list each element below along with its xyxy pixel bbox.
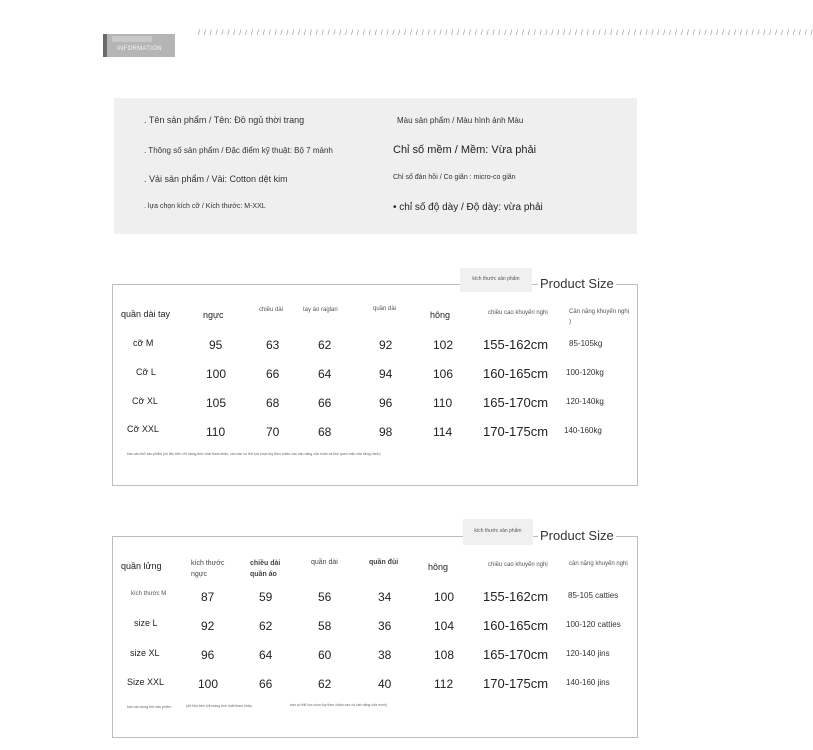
t1-row4-pants: 98 bbox=[379, 425, 393, 439]
t1-row1-hip: 102 bbox=[433, 338, 454, 352]
t2-row4-chest: 100 bbox=[198, 677, 219, 691]
t2-row3-height: 165-170cm bbox=[483, 647, 549, 662]
t2-row1-pants: 56 bbox=[318, 590, 332, 604]
t2-row1-shorts: 34 bbox=[378, 590, 392, 604]
t1-row4-size: Cỡ XXL bbox=[127, 424, 159, 434]
t1-row3-sleeve: 66 bbox=[318, 396, 332, 410]
t2-row4-length: 66 bbox=[259, 677, 273, 691]
t1-header-hip: hông bbox=[430, 310, 451, 320]
info-header-label: INFORMATION bbox=[117, 46, 162, 52]
t1-row3-pants: 96 bbox=[379, 396, 393, 410]
t2-row2-pants: 58 bbox=[318, 619, 332, 633]
t1-row2-sleeve: 64 bbox=[318, 367, 332, 381]
t2-header-chest: kích thước ngực bbox=[191, 560, 225, 578]
t1-row1-weight: 85-105kg bbox=[569, 339, 603, 348]
info-thickness: • chỉ số độ dày / Độ dày: vừa phải bbox=[393, 202, 543, 213]
t2-header-style: quần lửng bbox=[121, 561, 162, 571]
t1-row1-pants: 92 bbox=[379, 338, 393, 352]
t2-row2-chest: 92 bbox=[201, 619, 215, 633]
t2-row2-length: 62 bbox=[259, 619, 273, 633]
t1-row3-hip: 110 bbox=[433, 396, 453, 410]
table2-tag: kích thước sản phẩm bbox=[463, 519, 533, 545]
info-product-name: . Tên sản phẩm / Tên: Đồ ngủ thời trang bbox=[144, 115, 305, 125]
t1-row2-chest: 100 bbox=[206, 367, 227, 381]
t2-row3-size: size XL bbox=[130, 648, 160, 658]
t1-row4-chest: 110 bbox=[206, 425, 226, 439]
t1-row4-length: 70 bbox=[266, 425, 280, 439]
t1-row3-weight: 120-140kg bbox=[566, 397, 604, 406]
t1-row2-size: Cỡ L bbox=[136, 367, 156, 377]
t2-row4-weight: 140-160 jins bbox=[566, 678, 610, 687]
header-dashed-rule: / / / / / / / / / / / / / / / / / / / / / / / / / / / / / / / / / / / / / / / / / / / / / / / / / / / / / / / / / / / / / / / / / / / / / / / / / / / / / / / / / / / / / / / / / / / / / / / / / / / / / / / / / bbox=[198, 30, 813, 37]
t1-row3-size: Cỡ XL bbox=[132, 396, 158, 406]
t1-header-style: quần dài tay bbox=[121, 309, 171, 319]
t2-row3-shorts: 38 bbox=[378, 648, 392, 662]
t2-row3-chest: 96 bbox=[201, 648, 215, 662]
t2-header-pants: quần dài bbox=[311, 559, 338, 566]
t2-row2-weight: 100-120 catties bbox=[566, 620, 621, 629]
t2-row3-pants: 60 bbox=[318, 648, 332, 662]
t2-footnote-a: báo cáo dùng thử sản phẩm bbox=[127, 705, 171, 709]
t2-row1-height: 155-162cm bbox=[483, 589, 549, 604]
t2-header-shorts: quần đùi bbox=[369, 559, 399, 566]
info-header-title-blur bbox=[112, 36, 152, 42]
t1-row4-hip: 114 bbox=[433, 425, 453, 439]
t2-header-length: chiều dài quần áo bbox=[250, 560, 281, 578]
t1-row4-sleeve: 68 bbox=[318, 425, 332, 439]
t1-row2-pants: 94 bbox=[379, 367, 393, 381]
t2-header-weight: cân nặng khuyến nghị bbox=[569, 561, 628, 567]
t2-row1-weight: 85-105 catties bbox=[568, 591, 619, 600]
t1-row3-height: 165-170cm bbox=[483, 395, 549, 410]
t1-row4-weight: 140-160kg bbox=[564, 426, 602, 435]
t2-header-hip: hông bbox=[428, 562, 449, 572]
t1-row1-size: cỡ M bbox=[133, 338, 154, 348]
t2-row4-pants: 62 bbox=[318, 677, 332, 691]
t1-row2-weight: 100-120kg bbox=[566, 368, 604, 377]
t2-row1-size: kích thước M bbox=[131, 591, 167, 597]
t1-header-height: chiều cao khuyến nghị bbox=[488, 310, 548, 316]
info-softness: Chỉ số mềm / Mềm: Vừa phải bbox=[393, 144, 537, 156]
info-elasticity: Chỉ số đàn hồi / Co giãn : micro-co giãn bbox=[393, 174, 516, 181]
info-size-range: . lựa chọn kích cỡ / Kích thước: M-XXL bbox=[144, 203, 266, 210]
t1-row1-length: 63 bbox=[266, 338, 280, 352]
t1-row2-length: 66 bbox=[266, 367, 280, 381]
t2-row1-length: 59 bbox=[259, 590, 273, 604]
info-product-spec: . Thông số sản phẩm / Đặc điểm kỹ thuật: Bộ 7 mảnh bbox=[144, 146, 333, 155]
t2-row4-height: 170-175cm bbox=[483, 676, 549, 691]
t1-row4-height: 170-175cm bbox=[483, 424, 549, 439]
t2-row1-chest: 87 bbox=[201, 590, 215, 604]
table2-product-size-label: Product Size bbox=[540, 528, 614, 543]
t2-row3-length: 64 bbox=[259, 648, 273, 662]
t1-row3-length: 68 bbox=[266, 396, 280, 410]
t1-row2-hip: 106 bbox=[433, 367, 454, 381]
t2-row1-hip: 100 bbox=[434, 590, 455, 604]
t1-header-chest: ngực bbox=[203, 310, 224, 320]
t1-row1-height: 155-162cm bbox=[483, 337, 549, 352]
t2-row4-shorts: 40 bbox=[378, 677, 392, 691]
table1-product-size-label: Product Size bbox=[540, 276, 614, 291]
t2-footnote-b: (dữ liệu trên chỉ mang tính chất tham khảo, bbox=[186, 704, 253, 708]
t2-row2-height: 160-165cm bbox=[483, 618, 549, 633]
t1-row3-chest: 105 bbox=[206, 396, 227, 410]
product-info-panel bbox=[114, 98, 637, 234]
t2-row3-weight: 120-140 jins bbox=[566, 649, 610, 658]
info-fabric: . Vải sản phẩm / Vải: Cotton dệt kim bbox=[144, 174, 288, 184]
t2-row2-shorts: 36 bbox=[378, 619, 392, 633]
t1-header-sleeve: tay áo raglan bbox=[303, 307, 338, 313]
t2-row3-hip: 108 bbox=[434, 648, 455, 662]
info-header-accent bbox=[103, 34, 107, 57]
t2-row4-size: Size XXL bbox=[127, 677, 165, 687]
t2-row4-hip: 112 bbox=[434, 677, 454, 691]
info-color: Màu sản phẩm / Màu hình ảnh Màu bbox=[397, 116, 524, 125]
t1-row1-sleeve: 62 bbox=[318, 338, 332, 352]
table1-tag: kích thước sản phẩm bbox=[460, 268, 532, 292]
t2-header-height: chiều cao khuyến nghị bbox=[488, 562, 548, 568]
t1-header-length: chiều dài bbox=[259, 307, 284, 313]
t1-footnote: bảo cáo thử sản phẩm (số liệu trên chỉ mang tính chất tham khảo, các bạn có thể lựa chọn tùy theo chiều cao cân nặng của mình và thói quen mặc của riêng mình) bbox=[127, 452, 381, 456]
t1-header-weight: Cân nặng khuyến nghị ) bbox=[569, 309, 630, 325]
t2-footnote-c: bạn có thể lựa chọn tùy theo chiều cao và cân nặng của mình) bbox=[290, 703, 387, 707]
t1-row1-chest: 95 bbox=[209, 338, 223, 352]
t1-row2-height: 160-165cm bbox=[483, 366, 549, 381]
t2-row2-hip: 104 bbox=[434, 619, 455, 633]
t1-header-pants: quần dài bbox=[373, 306, 397, 312]
t2-row2-size: size L bbox=[134, 618, 158, 628]
